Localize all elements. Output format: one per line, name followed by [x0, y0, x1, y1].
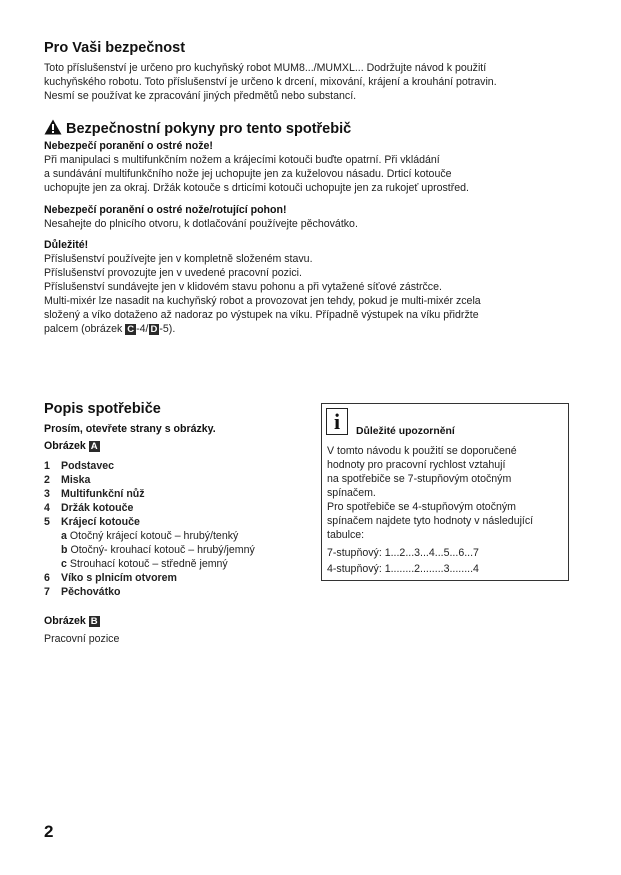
description-title: Popis spotřebiče	[44, 401, 161, 417]
important-last-suffix: -5).	[159, 323, 176, 335]
list-item: 3 Multifunkční nůž	[44, 488, 145, 500]
note-row-4-step: 4-stupňový: 1........2........3........4	[327, 563, 479, 575]
warning-drive-heading: Nebezpečí poranění o ostré nože/rotující pohon!	[44, 204, 287, 216]
figure-a-box: A	[90, 441, 98, 452]
list-item: 4 Držák kotouče	[44, 502, 134, 514]
page-number: 2	[44, 822, 54, 841]
warning-knives-heading: Nebezpečí poranění o ostré nože!	[44, 140, 213, 152]
figure-b-box: B	[90, 616, 98, 627]
important-last-prefix: palcem (obrázek	[44, 323, 126, 335]
note-row-7-step: 7-stupňový: 1...2...3...4...5...6...7	[327, 547, 479, 559]
important-text: Příslušenství používejte jen v kompletně složeném stavu. Příslušenství provozujte jen v uvedené pracovní pozici. Příslušenství sundávejte jen v klidovém stavu pohonu a při vytažené síťové zástrčce. Multi-mixér lze nasadit na kuchyňský robot a provozovat jen tehdy, pokud je multi-mixér zcela složený a víko dotaženo až nadoraz po výstupek na víku. Případně výstupek na víku přidržte	[44, 253, 481, 321]
list-item: 7 Pěchovátko	[44, 586, 121, 598]
list-item: 1 Podstavec	[44, 460, 114, 472]
unfold-pages-note: Prosím, otevřete strany s obrázky.	[44, 423, 216, 435]
parts-list	[44, 459, 314, 599]
list-subitem: b Otočný- krouhací kotouč – hrubý/jemný	[61, 544, 255, 556]
list-item: 6 Víko s plnicím otvorem	[44, 572, 177, 584]
warning-drive-text: Nesahejte do plnicího otvoru, k dotlačování používejte pěchovátko.	[44, 218, 358, 230]
figure-b-heading	[44, 614, 100, 628]
figure-a-label: Obrázek	[44, 440, 86, 452]
note-text: V tomto návodu k použití se doporučené hodnoty pro pracovní rychlost vztahují na spotřebiče se 7-stupňovým otočným spínačem. Pro spotřebiče se 4-stupňovým otočným spínačem najdete tyto hodnoty v následující tabulce:	[327, 445, 534, 541]
important-last-mid: -4/	[136, 323, 149, 335]
instructions-heading	[44, 119, 351, 137]
figure-a-heading	[44, 439, 100, 453]
important-last-line	[44, 322, 175, 336]
important-note-box	[321, 403, 569, 581]
list-subitem: c Strouhací kotouč – středně jemný	[61, 558, 228, 570]
list-item: 2 Miska	[44, 474, 91, 486]
warning-triangle-icon	[44, 119, 62, 135]
figure-c-label: C	[127, 324, 135, 335]
important-heading: Důležité!	[44, 239, 89, 251]
figure-b-text: Pracovní pozice	[44, 633, 120, 645]
safety-title: Pro Vaši bezpečnost	[44, 40, 186, 56]
figure-d-label: D	[150, 324, 158, 335]
safety-intro: Toto příslušenství je určeno pro kuchyňský robot MUM8.../MUMXL... Dodržujte návod k použití kuchyňského robotu. Toto příslušenství je určeno k drcení, mixování, krájení a krouhání potravin. Nesmí se používat ke zpracování jiných předmětů nebo substancí.	[44, 62, 497, 102]
note-title: Důležité upozornění	[356, 426, 455, 437]
list-subitem: a Otočný krájecí kotouč – hrubý/tenký	[61, 530, 239, 542]
list-item: 5 Krájecí kotouče	[44, 516, 140, 528]
warning-knives-text: Při manipulaci s multifunkčním nožem a krájecími kotouči buďte opatrní. Při vkládání a sundávání multifunkčního nože jej uchopujte jen za kuželovou násadu. Drticí kotouče uchopujte jen za okraj. Držák kotouče s drticími kotouči uchopujte jen za rukojeť uprostřed.	[44, 154, 469, 194]
figure-b-label: Obrázek	[44, 615, 86, 627]
info-icon: i	[326, 408, 348, 435]
instructions-title: Bezpečnostní pokyny pro tento spotřebič	[66, 121, 352, 137]
